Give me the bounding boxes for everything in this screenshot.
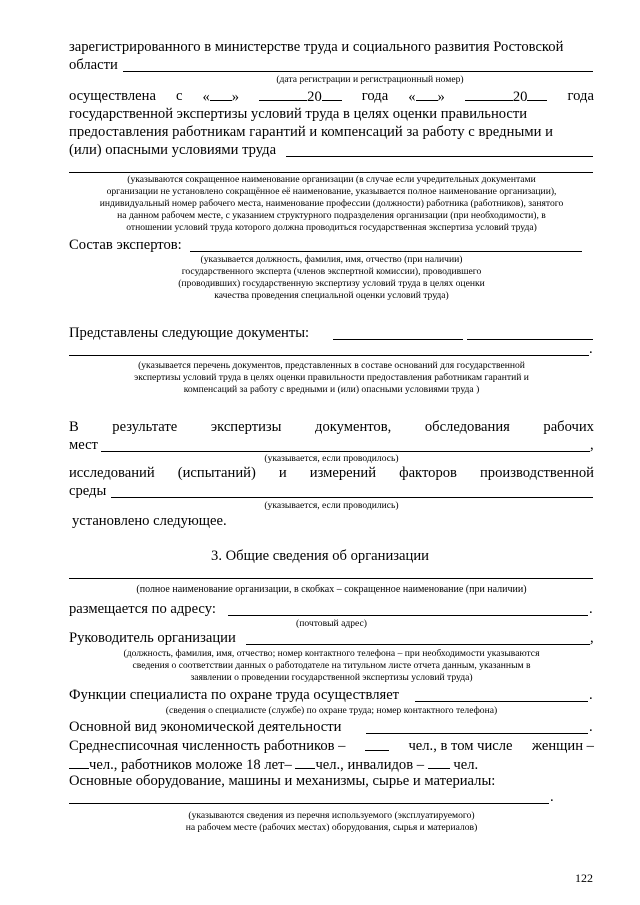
staff-text: чел.	[453, 757, 479, 773]
period-mark: .	[589, 687, 593, 703]
text-line: зарегистрированного в министерстве труда и социального развития Ростовской	[69, 39, 564, 55]
text-line	[69, 124, 594, 141]
fill-line	[190, 251, 582, 252]
caption: сведения о соответствии данных о работодателе на титульном листе отчета данным, указанным в	[132, 660, 531, 671]
word: обследования	[424, 419, 510, 435]
comma-mark: ,	[590, 630, 594, 646]
page-number: 122	[575, 871, 593, 885]
caption: отношении условий труда которого должна проводиться государственная экспертиза условий труда)	[126, 222, 537, 233]
blank	[527, 88, 547, 101]
section-title: 3. Общие сведения об организации	[211, 548, 429, 564]
caption: организации не установлено сокращённое её наименование, указывается полное наименование организации),	[106, 186, 557, 197]
fill-line	[333, 339, 463, 340]
word: измерений	[309, 465, 377, 481]
word: исследований	[69, 465, 155, 481]
equipment-label: Основные оборудование, машины и механизмы, сырье и материалы:	[69, 773, 496, 789]
word: 20	[307, 89, 322, 105]
blank	[259, 88, 307, 101]
address-label: размещается по адресу:	[69, 601, 216, 617]
staff-text: чел., работников моложе 18 лет–	[89, 757, 292, 773]
blank	[465, 88, 513, 101]
word: производственной	[480, 465, 594, 481]
caption: (указываются сведения из перечня используемого (эксплуатируемого)	[188, 810, 475, 821]
staff-text: Среднесписочная численность работников –	[69, 738, 346, 754]
staff-line	[69, 738, 594, 755]
year-end	[465, 88, 548, 106]
equipment-line	[69, 773, 594, 790]
caption: (указывается должность, фамилия, имя, отчество (при наличии)	[200, 254, 463, 265]
text-line: мест	[69, 437, 98, 453]
word: года	[567, 88, 594, 104]
caption: на рабочем месте (рабочих местах) оборудования, сырья и материалов)	[185, 822, 478, 833]
word: В	[69, 419, 79, 435]
text-line: среды	[69, 483, 107, 499]
staff-text: женщин –	[532, 738, 594, 754]
caption: (указывается перечень документов, представленных в составе оснований для государственной	[138, 360, 525, 371]
caption: (полное наименование организации, в скобках – сокращенное наименование (при наличии)	[136, 584, 527, 595]
caption: индивидуальный номер рабочего места, наименование профессии (должности) работника (работников), занятого	[99, 198, 564, 209]
word: и	[278, 465, 287, 481]
fill-line	[69, 578, 593, 579]
caption: (указываются сокращенное наименование организации (в случае если учредительных документами	[127, 174, 536, 185]
caption: качества проведения специальной оценки условий труда)	[214, 290, 449, 301]
caption: (почтовый адрес)	[296, 618, 367, 629]
fill-line	[246, 644, 590, 645]
blank	[295, 756, 315, 769]
blank	[210, 88, 232, 101]
fill-line	[228, 615, 588, 616]
text-line: предоставления работникам гарантий и компенсаций за работу с вредными и	[69, 124, 554, 140]
caption: (должность, фамилия, имя, отчество; номер контактного телефона – при необходимости указываются	[123, 648, 540, 659]
text-line: (или) опасными условиями труда	[69, 142, 277, 158]
caption: (указывается, если проводились)	[264, 500, 399, 511]
text-line: установлено следующее.	[72, 513, 227, 529]
comma-mark: ,	[590, 437, 594, 453]
text-line	[69, 465, 594, 482]
fill-line	[467, 339, 593, 340]
fill-line	[69, 355, 589, 356]
blank	[416, 88, 438, 101]
period-mark: .	[589, 719, 593, 735]
activity-label: Основной вид экономической деятельности	[69, 719, 342, 735]
blank	[428, 756, 450, 769]
word: года	[361, 88, 389, 104]
fill-line	[366, 733, 588, 734]
fill-line	[286, 156, 593, 157]
fill-line	[111, 497, 593, 498]
registration-line	[69, 39, 594, 56]
word: результате	[112, 419, 178, 435]
word: факторов	[399, 465, 457, 481]
fill-line	[69, 172, 593, 173]
word: документов,	[315, 419, 392, 435]
caption: государственного эксперта (членов экспертной комиссии), проводившего	[181, 266, 482, 277]
staff-line-2	[69, 756, 594, 774]
text-line	[72, 513, 597, 530]
fill-line	[415, 701, 588, 702]
period-mark: .	[589, 601, 593, 617]
fill-line	[101, 451, 590, 452]
word: «	[408, 89, 416, 105]
word: 20	[512, 89, 528, 105]
fill-line	[123, 71, 593, 72]
word: «	[202, 89, 210, 105]
word: рабочих	[543, 419, 594, 435]
text-line: области	[69, 57, 118, 73]
caption: экспертизы условий труда в целях оценки правильности предоставления работникам гарантий и	[134, 372, 529, 383]
safety-label: Функции специалиста по охране труда осуществляет	[69, 687, 400, 703]
word: с	[175, 88, 183, 104]
caption: (сведения о специалисте (службе) по охране труда; номер контактного телефона)	[165, 705, 498, 716]
caption: (проводивших) государственную экспертизу условий труда в целях оценки	[178, 278, 485, 289]
word: »	[231, 89, 240, 105]
staff-text: чел., в том числе	[408, 738, 513, 754]
text-line: государственной экспертизы условий труда в целях оценки правильности	[69, 106, 528, 122]
head-label: Руководитель организации	[69, 630, 236, 646]
word: осуществлена	[69, 88, 156, 104]
blank	[322, 88, 342, 101]
blank	[69, 756, 89, 769]
caption: (дата регистрации и регистрационный номер)	[276, 74, 464, 85]
fill-line	[69, 803, 549, 804]
date-start	[203, 88, 240, 106]
staff-text: чел., инвалидов –	[315, 757, 425, 773]
caption: на данном рабочем месте, с указанием структурного подразделения организации (при необходимости), в	[117, 210, 546, 221]
period-mark: .	[589, 341, 593, 357]
word: экспертизы	[210, 419, 282, 435]
blank	[365, 738, 389, 751]
date-end	[408, 88, 445, 106]
period-line	[69, 88, 594, 106]
documents-label: Представлены следующие документы:	[69, 325, 310, 341]
word: (испытаний)	[177, 465, 256, 481]
period-mark: .	[550, 789, 554, 805]
result-line	[69, 419, 594, 436]
caption: заявлении о проведении государственной экспертизы условий труда)	[190, 672, 473, 683]
caption: (указывается, если проводилось)	[264, 453, 399, 464]
experts-label: Состав экспертов:	[69, 237, 182, 253]
word: »	[437, 89, 445, 105]
year-start	[259, 88, 342, 106]
caption: компенсаций за работу с вредными и (или) опасными условиями труда )	[183, 384, 480, 395]
text-line	[69, 106, 594, 123]
